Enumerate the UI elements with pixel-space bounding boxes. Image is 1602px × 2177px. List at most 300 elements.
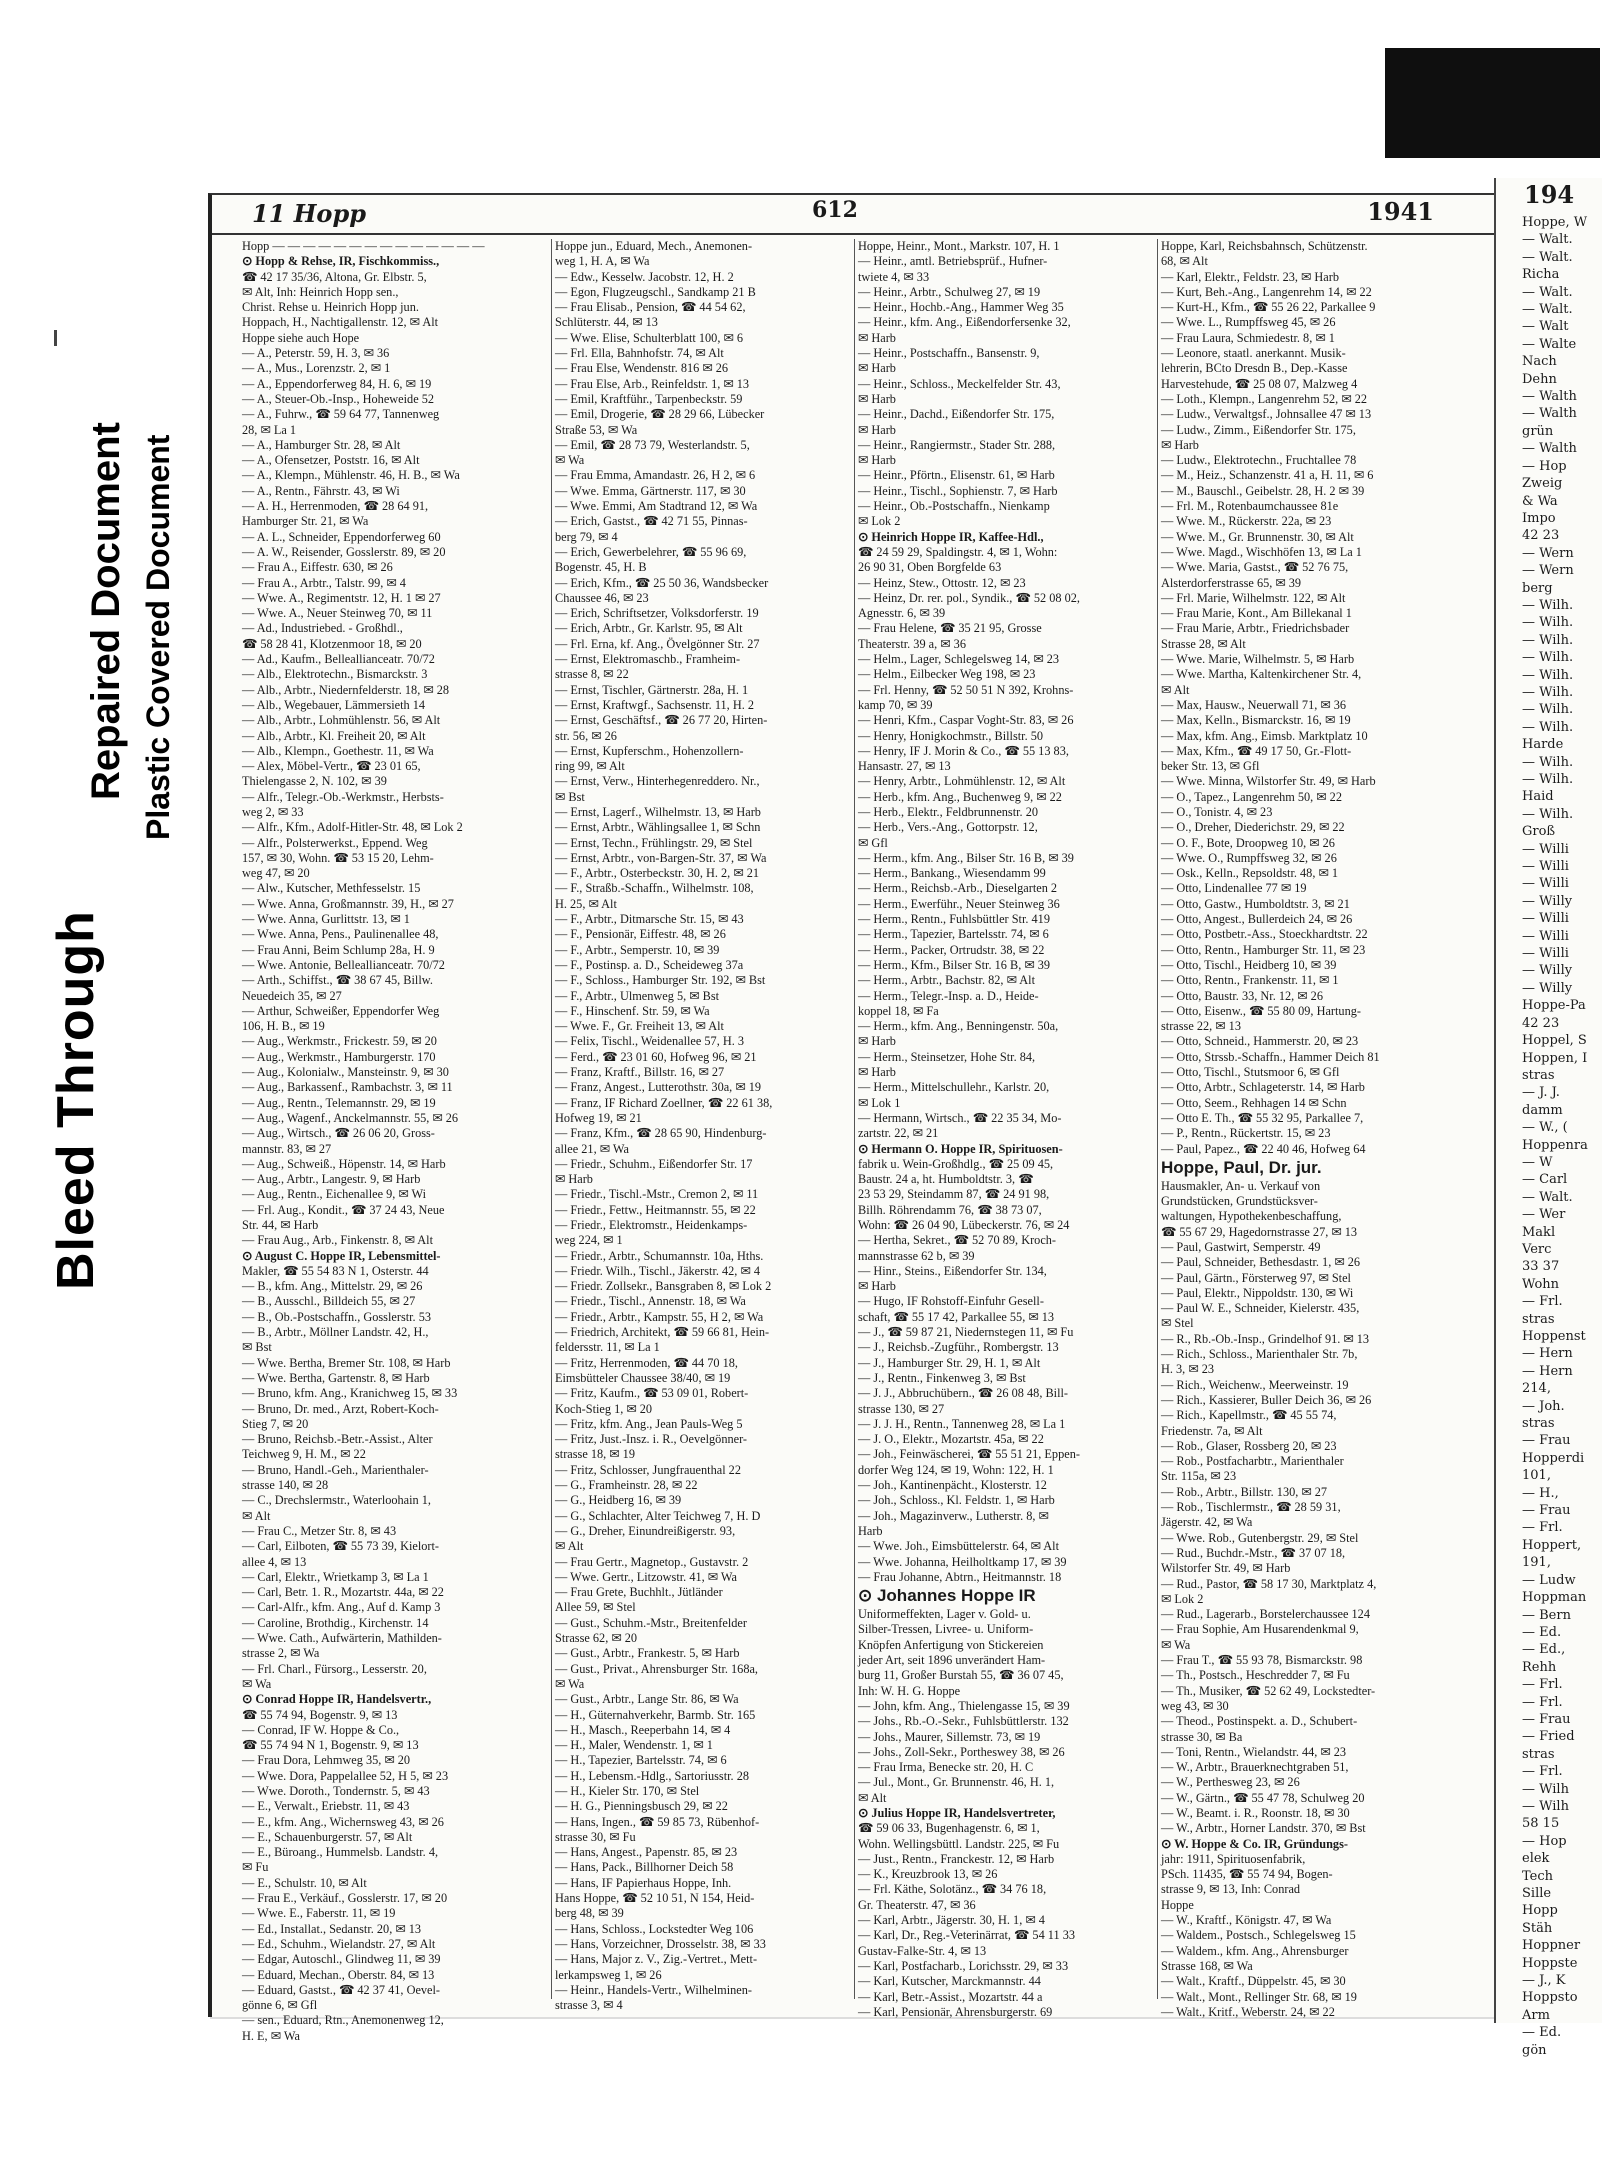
directory-entry-line: strasse 8, ✉ 22 <box>555 667 629 682</box>
directory-entry-line: Makler, ☎ 55 54 83 N 1, Osterstr. 44 <box>242 1263 429 1278</box>
adjacent-entry-line: gön <box>1522 2042 1547 2058</box>
adjacent-entry-line: — Willi <box>1522 911 1569 927</box>
directory-entry-line: Hansastr. 27, ✉ 13 <box>858 759 951 774</box>
directory-entry-line: — Frau A., Eiffestr. 630, ✉ 26 <box>242 560 393 575</box>
directory-entry-line: — Ernst, Arbtr., von-Bargen-Str. 37, ✉ Wa <box>555 850 767 865</box>
directory-entry-line: — Wwe. Cath., Aufwärterin, Mathilden- <box>242 1631 442 1646</box>
directory-entry-line: — Edw., Kesselw. Jacobstr. 12, H. 2 <box>555 269 734 284</box>
adjacent-entry-line: Groß <box>1522 824 1556 840</box>
adjacent-entry-line: Hoppste <box>1522 1955 1578 1971</box>
directory-entry-line: — W., Gärtn., ☎ 55 47 78, Schulweg 20 <box>1161 1790 1365 1805</box>
directory-entry-line: Thielengasse 2, N. 102, ✉ 39 <box>242 774 387 789</box>
directory-entry-line: strasse 140, ✉ 28 <box>242 1478 329 1493</box>
directory-entry-line: strasse 18, ✉ 19 <box>555 1447 635 1462</box>
directory-entry-line: 106, H. B., ✉ 19 <box>242 1019 325 1034</box>
directory-entry-line: — J. O., Elektr., Mozartstr. 45a, ✉ 22 <box>858 1432 1044 1447</box>
directory-entry-line: ✉ Harb <box>858 453 896 468</box>
directory-entry-line: Neuedeich 35, ✉ 27 <box>242 988 342 1003</box>
directory-entry-line: — O. F., Bote, Droopweg 10, ✉ 26 <box>1161 835 1335 850</box>
directory-entry-line: — Helm., Eilbecker Weg 198, ✉ 23 <box>858 667 1036 682</box>
directory-entry-line: — Karl, Dr., Reg.-Veterinärrat, ☎ 54 11 33 <box>858 1928 1076 1943</box>
directory-entry-line: Hoppe siehe auch Hope <box>242 330 360 345</box>
directory-entry-line: strasse 30, ✉ Ba <box>1161 1729 1243 1744</box>
directory-entry-line: — Otto, Postbetr.-Ass., Stoeckhardtstr. 22 <box>1161 927 1368 942</box>
adjacent-entry-line: — Bern <box>1522 1607 1571 1623</box>
directory-entry-line: Agnesstr. 6, ✉ 39 <box>858 606 946 621</box>
adjacent-entry-line: Hoppenra <box>1522 1137 1588 1153</box>
margin-tick-mark <box>54 330 57 346</box>
directory-entry-line: — A., Peterstr. 59, H. 3, ✉ 36 <box>242 346 390 361</box>
directory-entry-line: — Heinr., Pförtn., Elisenstr. 61, ✉ Harb <box>858 468 1055 483</box>
directory-entry-line: — W., Beamt. i. R., Roonstr. 18, ✉ 30 <box>1161 1805 1350 1820</box>
directory-entry-line: — Paul, Schneider, Bethesdastr. 1, ✉ 26 <box>1161 1255 1361 1270</box>
directory-entry-line: — Carl, Eilboten, ☎ 55 73 39, Kielort- <box>242 1539 440 1554</box>
directory-entry-line: — Otto, Gastw., Humboldtstr. 3, ✉ 21 <box>1161 896 1350 911</box>
directory-entry-line: Teichweg 9, H. M., ✉ 22 <box>242 1447 366 1462</box>
directory-entry-line: — Frau Gertr., Magnetop., Gustavstr. 2 <box>555 1554 749 1569</box>
adjacent-entry-line: Hoppsto <box>1522 1990 1578 2006</box>
listing-column-1 <box>242 239 552 2043</box>
directory-entry-line: ☎ 42 17 35/36, Altona, Gr. Elbstr. 5, <box>242 269 427 284</box>
directory-entry-line: jahr: 1911, Spirituosenfabrik, <box>1161 1851 1306 1866</box>
directory-entry-line: — Frau Emma, Amandastr. 26, H 2, ✉ 6 <box>555 468 756 483</box>
directory-entry-line: ✉ Bst <box>555 789 585 804</box>
directory-entry-line: — Frau Johanne, Abtrn., Heitmannstr. 18 <box>858 1569 1062 1584</box>
directory-entry-line: — Johs., Maurer, Sillemstr. 73, ✉ 19 <box>858 1729 1041 1744</box>
directory-entry-line: — Gust., Arbtr., Frankestr. 5, ✉ Harb <box>555 1646 740 1661</box>
directory-entry-line: — Wwe. A., Regimentstr. 12, H. 1 ✉ 27 <box>242 590 441 605</box>
directory-entry-line: — Franz, IF Richard Zoellner, ☎ 22 61 38, <box>555 1095 773 1110</box>
directory-entry-line: — Aug., Arbtr., Langestr. 9, ✉ Harb <box>242 1172 421 1187</box>
adjacent-entry-line: — J. J. <box>1522 1085 1560 1101</box>
directory-entry-line: Eimsbütteler Chaussee 38/40, ✉ 19 <box>555 1370 731 1385</box>
directory-entry-line: — Wwe. Martha, Kaltenkirchener Str. 4, <box>1161 667 1362 682</box>
directory-entry-line: kamp 70, ✉ 39 <box>858 697 933 712</box>
adjacent-entry-line: — Hern <box>1522 1346 1573 1362</box>
directory-entry-line: — Hans, Pack., Billhorner Deich 58 <box>555 1860 734 1875</box>
directory-entry-line: Baustr. 24 a, ht. Humboldtstr. 3, ☎ <box>858 1172 1034 1187</box>
directory-entry-line: Wilstorfer Str. 49, ✉ Harb <box>1161 1561 1291 1576</box>
directory-entry-line: — Frau Dora, Lehmweg 35, ✉ 20 <box>242 1753 411 1768</box>
directory-entry-line: Wohn. Wellingsbüttl. Landstr. 225, ✉ Fu <box>858 1836 1060 1851</box>
directory-entry-line: — Bruno, Reichsb.-Betr.-Assist., Alter <box>242 1432 433 1447</box>
adjacent-entry-line: — Willi <box>1522 876 1569 892</box>
directory-entry-line: — Wwe. Johanna, Heilholtkamp 17, ✉ 39 <box>858 1554 1067 1569</box>
directory-entry-line: — Wwe. L., Rumpffsweg 45, ✉ 26 <box>1161 315 1336 330</box>
directory-entry-line: — O., Dreher, Diederichstr. 29, ✉ 22 <box>1161 820 1345 835</box>
directory-entry-line: gönne 6, ✉ Gfl <box>242 1998 318 2013</box>
directory-entry-line: — Walt., Kritf., Weberstr. 24, ✉ 22 <box>1161 2004 1335 2019</box>
directory-entry-line: — Alfr., Kfm., Adolf-Hitler-Str. 48, ✉ Lok 2 <box>242 820 463 835</box>
adjacent-page-lines <box>1522 214 1602 2059</box>
directory-entry-line: — Friedr., Schuhm., Eißendorfer Str. 17 <box>555 1156 753 1171</box>
directory-entry-line: — Wwe. M., Rückerstr. 22a, ✉ 23 <box>1161 514 1332 529</box>
directory-entry-line: — J., Reichsb.-Zugführ., Rombergstr. 13 <box>858 1340 1059 1355</box>
directory-entry-line: Stieg 7, ✉ 20 <box>242 1416 309 1431</box>
directory-entry-line: — Ferd., ☎ 23 01 60, Hofweg 96, ✉ 21 <box>555 1049 757 1064</box>
adjacent-entry-line: — Ed., <box>1522 1642 1566 1658</box>
directory-entry-line: — Walt., Kraftf., Düppelstr. 45, ✉ 30 <box>1161 1974 1346 1989</box>
adjacent-page-year: 194 <box>1524 180 1575 209</box>
directory-entry-line: — F., Pensionär, Eiffestr. 48, ✉ 26 <box>555 927 726 942</box>
directory-entry-line: — J., Hamburger Str. 29, H. 1, ✉ Alt <box>858 1355 1041 1370</box>
directory-entry-line: — Otto, Rentn., Hamburger Str. 11, ✉ 23 <box>1161 942 1366 957</box>
page-section-title: 11 Hopp <box>252 199 366 228</box>
directory-entry-line: — Aug., Wagenf., Anckelmannstr. 55, ✉ 26 <box>242 1110 459 1125</box>
directory-entry-line: — Waldem., kfm. Ang., Ahrensburger <box>1161 1943 1349 1958</box>
directory-entry-line: — Hans, Ingen., ☎ 59 85 73, Rübenhof- <box>555 1814 760 1829</box>
directory-entry-line: — Caroline, Brothdig., Kirchenstr. 14 <box>242 1615 429 1630</box>
directory-entry-line: — Aug., Rentn., Eichenallee 9, ✉ Wi <box>242 1187 427 1202</box>
adjacent-entry-line: & Wa <box>1522 493 1558 509</box>
directory-entry-line: — Frau Sophie, Am Husarendenkmal 9, <box>1161 1622 1359 1637</box>
directory-entry-line: — Loth., Klempn., Langenrehm 52, ✉ 22 <box>1161 391 1367 406</box>
adjacent-entry-line: — Fried <box>1522 1729 1575 1745</box>
directory-entry-line: ✉ Harb <box>858 1034 896 1049</box>
directory-entry-line: — Friedr., Arbtr., Kampstr. 55, H 2, ✉ Wa <box>555 1309 764 1324</box>
directory-entry-line: 68, ✉ Alt <box>1161 254 1208 269</box>
adjacent-entry-line: Hoppe, W <box>1522 215 1588 230</box>
directory-entry-line: Allee 59, ✉ Stel <box>555 1600 636 1615</box>
adjacent-entry-line: — Wilh. <box>1522 597 1574 613</box>
directory-entry-line: — G., Schlachter, Alter Teichweg 7, H. D <box>555 1508 761 1523</box>
directory-entry-line: — Wwe. Minna, Wilstorfer Str. 49, ✉ Harb <box>1161 774 1376 789</box>
adjacent-entry-line: — Walt. <box>1522 302 1573 318</box>
directory-entry-line: — Hans, Angest., Papenstr. 85, ✉ 23 <box>555 1845 738 1860</box>
directory-entry-line: — Frau Laura, Schmiedestr. 8, ✉ 1 <box>1161 330 1335 345</box>
bleed-through-label: Bleed Through <box>47 910 105 1290</box>
directory-entry-line: — Frau Else, Wendenstr. 816 ✉ 26 <box>555 361 729 376</box>
directory-entry-line: — Rich., Schloss., Marienthaler Str. 7b, <box>1161 1347 1358 1362</box>
directory-entry-line: — Aug., Schweiß., Höpenstr. 14, ✉ Harb <box>242 1156 446 1171</box>
directory-entry-line: — A., Hamburger Str. 28, ✉ Alt <box>242 437 401 452</box>
directory-entry-line: — Heinr., Arbtr., Schulweg 27, ✉ 19 <box>858 284 1041 299</box>
directory-entry-line: — Otto, Eisenw., ☎ 55 80 09, Hartung- <box>1161 1003 1361 1018</box>
directory-entry-line: Silber-Tressen, Livree- u. Uniform- <box>858 1622 1034 1637</box>
directory-entry-line: — A., Eppendorferweg 84, H. 6, ✉ 19 <box>242 376 432 391</box>
directory-entry-line: — J. J. H., Rentn., Tannenweg 28, ✉ La 1 <box>858 1416 1066 1431</box>
directory-entry-line: — H., Masch., Reeperbahn 14, ✉ 4 <box>555 1722 731 1737</box>
directory-entry-line: — H., Kieler Str. 170, ✉ Stel <box>555 1783 700 1798</box>
directory-entry-line: — Eduard, Gastst., ☎ 42 37 41, Oevel- <box>242 1982 441 1997</box>
adjacent-entry-line: stras <box>1522 1067 1555 1083</box>
directory-entry-line: Friedenstr. 7a, ✉ Alt <box>1161 1423 1263 1438</box>
adjacent-entry-line: Hopp <box>1522 1903 1558 1919</box>
adjacent-entry-line: — Walth <box>1522 406 1577 422</box>
directory-entry-line: 28, ✉ La 1 <box>242 422 297 437</box>
adjacent-entry-line: damm <box>1522 1102 1563 1118</box>
directory-entry-line: ☎ 24 59 29, Spaldingstr. 4, ✉ 1, Wohn: <box>858 544 1058 559</box>
adjacent-entry-line: — Frau <box>1522 1433 1571 1449</box>
directory-entry-line: — E., Schauenburgerstr. 57, ✉ Alt <box>242 1829 413 1844</box>
directory-entry-line: — Frau T., ☎ 55 93 78, Bismarckstr. 98 <box>1161 1653 1363 1668</box>
adjacent-entry-line: — Walt. <box>1522 232 1573 248</box>
directory-entry-line: ✉ Alt, Inh: Heinrich Hopp sen., <box>242 284 399 299</box>
adjacent-entry-line: — Willy <box>1522 893 1573 909</box>
directory-entry-line: burg 11, Großer Burstah 55, ☎ 36 07 45, <box>858 1668 1064 1683</box>
adjacent-entry-line: 42 23 <box>1522 1015 1560 1031</box>
directory-entry-line: ✉ Harb <box>858 361 896 376</box>
directory-entry-line: — Ad., Industriebed. - Großhdl., <box>242 621 403 636</box>
directory-entry-line: ✉ Gfl <box>858 835 888 850</box>
adjacent-entry-line: Richa <box>1522 267 1560 283</box>
directory-entry-line: — F., Schloss., Hamburger Str. 192, ✉ Bst <box>555 973 766 988</box>
directory-entry-line: — Hans, Schloss., Lockstedter Weg 106 <box>555 1921 754 1936</box>
directory-entry-line: allee 21, ✉ Wa <box>555 1141 629 1156</box>
directory-entry-line: — Ad., Kaufm., Belleallianceatr. 70/72 <box>242 652 435 667</box>
adjacent-entry-line: — Ludw <box>1522 1572 1576 1588</box>
adjacent-entry-line: Wohn <box>1522 1276 1560 1292</box>
directory-entry-line: — Otto, Strssb.-Schaffn., Hammer Deich 81 <box>1161 1049 1380 1064</box>
directory-entry-line: — Rud., Pastor, ☎ 58 17 30, Marktplatz 4, <box>1161 1576 1377 1591</box>
directory-entry-line: ✉ Wa <box>242 1676 272 1691</box>
directory-entry-line: — Ernst, Lagerf., Wilhelmstr. 13, ✉ Harb <box>555 804 761 819</box>
adjacent-entry-line: — Wer <box>1522 1207 1566 1223</box>
directory-entry-line: — Carl-Alfr., kfm. Ang., Auf d. Kamp 3 <box>242 1600 441 1615</box>
directory-entry-line: — John, kfm. Ang., Thielengasse 15, ✉ 39 <box>858 1698 1070 1713</box>
adjacent-entry-line: 42 23 <box>1522 528 1560 544</box>
directory-entry-line: — Waldem., Postsch., Schlegelsweg 15 <box>1161 1928 1356 1943</box>
directory-entry-line: — B., Ausschl., Billdeich 55, ✉ 27 <box>242 1294 416 1309</box>
directory-entry-line: — Ed., Schuhm., Wielandstr. 27, ✉ Alt <box>242 1936 436 1951</box>
directory-entry-line: — Heinr., Dachd., Eißendorfer Str. 175, <box>858 407 1055 422</box>
directory-entry-line: — Herb., kfm. Ang., Buchenweg 9, ✉ 22 <box>858 789 1062 804</box>
adjacent-entry-line: Hoppner <box>1522 1938 1581 1954</box>
directory-entry-line: — Otto, Angest., Bullerdeich 24, ✉ 26 <box>1161 912 1353 927</box>
directory-entry-line: — Henry, Honigkochmstr., Billstr. 50 <box>858 728 1044 743</box>
directory-entry-line: — Otto, Arbtr., Schlageterstr. 14, ✉ Harb <box>1161 1080 1365 1095</box>
adjacent-entry-line: 214, <box>1522 1381 1551 1397</box>
directory-entry-line: weg 1, H. A, ✉ Wa <box>555 254 650 269</box>
adjacent-entry-line: — Wilh. <box>1522 719 1574 735</box>
directory-entry-line: — Conrad, IF W. Hoppe & Co., <box>242 1722 400 1737</box>
adjacent-entry-line: Nach <box>1522 354 1557 370</box>
directory-entry-line: — Max, kfm. Ang., Eimsb. Marktplatz 10 <box>1161 728 1368 743</box>
adjacent-entry-line: Hoppman <box>1522 1590 1587 1606</box>
adjacent-entry-line: — Walth <box>1522 441 1577 457</box>
directory-entry-line: ✉ Alt <box>1161 682 1190 697</box>
adjacent-entry-line: — Willi <box>1522 841 1569 857</box>
directory-entry-line: — Wwe. Gertr., Litzowstr. 41, ✉ Wa <box>555 1569 738 1584</box>
directory-entry-line: — Ernst, Kupferschm., Hohenzollern- <box>555 743 744 758</box>
adjacent-entry-line: 58 15 <box>1522 1816 1560 1832</box>
adjacent-entry-line: Zweig <box>1522 476 1563 492</box>
directory-entry-line: — Rich., Kassierer, Buller Deich 36, ✉ 26 <box>1161 1392 1372 1407</box>
directory-entry-line: — Joh., Kantinenpächt., Klosterstr. 12 <box>858 1478 1047 1493</box>
directory-entry-line: — Hans, Major z. V., Zig.-Vertret., Mett- <box>555 1952 758 1967</box>
directory-entry-line: — Henry, IF J. Morin & Co., ☎ 55 13 83, <box>858 743 1069 758</box>
directory-entry-line: — Hertha, Sekret., ☎ 52 70 89, Kroch- <box>858 1233 1057 1248</box>
directory-entry-line: — Alb., Elektrotechn., Bismarckstr. 3 <box>242 667 428 682</box>
adjacent-entry-line: — J., K <box>1522 1973 1566 1989</box>
directory-entry-line: — B., kfm. Ang., Mittelstr. 29, ✉ 26 <box>242 1279 423 1294</box>
directory-entry-line: ✉ Stel <box>1161 1316 1194 1331</box>
directory-entry-line: — Wwe. Anna, Gurlittstr. 13, ✉ 1 <box>242 912 410 927</box>
directory-entry-line: — Karl, Kutscher, Marckmannstr. 44 <box>858 1974 1041 1989</box>
adjacent-entry-line: Stäh <box>1522 1920 1553 1936</box>
directory-entry-line: — Joh., Feinwäscherei, ☎ 55 51 21, Eppen- <box>858 1447 1080 1462</box>
directory-entry-line: — Ernst, Verw., Hinterhegenreddero. Nr., <box>555 774 760 789</box>
directory-entry-line: — Aug., Werkmstr., Frickestr. 59, ✉ 20 <box>242 1034 437 1049</box>
directory-entry-line: — Otto E. Th., ☎ 55 32 95, Parkallee 7, <box>1161 1110 1364 1125</box>
directory-entry-line: ✉ Alt <box>555 1539 584 1554</box>
directory-entry-line: — E., kfm. Ang., Wichernsweg 43, ✉ 26 <box>242 1814 444 1829</box>
directory-entry-line: — Herm., Telegr.-Insp. a. D., Heide- <box>858 988 1039 1003</box>
directory-entry-line: — Gust., Arbtr., Lange Str. 86, ✉ Wa <box>555 1692 739 1707</box>
directory-entry-line: ✉ Wa <box>555 453 585 468</box>
directory-entry-line: — Hugo, IF Rohstoff-Einfuhr Gesell- <box>858 1294 1044 1309</box>
directory-entry-line: — A., Mus., Lorenzstr. 2, ✉ 1 <box>242 361 391 376</box>
directory-entry-line: — F., Straßb.-Schaffn., Wilhelmstr. 108, <box>555 881 754 896</box>
directory-entry-line: — Otto, Schneid., Hammerstr. 20, ✉ 23 <box>1161 1034 1359 1049</box>
adjacent-entry-line: — Willi <box>1522 859 1569 875</box>
directory-entry-line: ☎ 55 74 94, Bogenstr. 9, ✉ 13 <box>242 1707 398 1722</box>
adjacent-entry-line: — Frl. <box>1522 1520 1563 1536</box>
directory-entry-line: Wohn: ☎ 26 04 90, Lübeckerstr. 76, ✉ 24 <box>858 1218 1070 1232</box>
directory-entry-line: ☎ 55 74 94 N 1, Bogenstr. 9, ✉ 13 <box>242 1738 419 1753</box>
directory-entry-line: H. 3, ✉ 23 <box>1161 1362 1215 1377</box>
directory-entry-line: — A. L., Schneider, Eppendorferweg 60 <box>242 529 441 544</box>
directory-entry-line: ✉ Harb <box>858 391 896 406</box>
directory-entry-line: — Fritz, Just.-Insz. i. R., Oevelgönner- <box>555 1432 748 1447</box>
adjacent-entry-line: 191, <box>1522 1555 1551 1571</box>
directory-entry-line: H. 25, ✉ Alt <box>555 896 617 911</box>
directory-entry-line: ☎ 55 67 29, Hagedornstrasse 27, ✉ 13 <box>1161 1224 1358 1239</box>
adjacent-entry-line: Hoppenst <box>1522 1329 1586 1344</box>
directory-entry-line: — Friedr. Wilh., Tischl., Jäkerstr. 42, ✉ 4 <box>555 1263 760 1278</box>
directory-entry-line: — Heinr., Rangiermstr., Stader Str. 288, <box>858 437 1056 452</box>
adjacent-entry-line: — Wilh. <box>1522 650 1574 666</box>
directory-entry-line: strasse 9, ✉ 13, Inh: Conrad <box>1161 1882 1301 1897</box>
directory-entry-line: — Frau Marie, Kont., Am Billekanal 1 <box>1161 606 1352 621</box>
directory-entry-line: — Aug., Barkassenf., Rambachstr. 3, ✉ 11 <box>242 1080 453 1095</box>
adjacent-entry-line: — Willy <box>1522 980 1573 996</box>
directory-entry-line: — Wwe. Magd., Wischhöfen 13, ✉ La 1 <box>1161 544 1362 559</box>
adjacent-entry-line: — Frau <box>1522 1711 1571 1727</box>
directory-entry-line: — Theod., Postinspekt. a. D., Schubert- <box>1161 1714 1358 1729</box>
directory-entry-line: — Max, Hausw., Neuerwall 71, ✉ 36 <box>1161 697 1347 712</box>
directory-entry-line: — Kurt-H., Kfm., ☎ 55 26 22, Parkallee 9 <box>1161 300 1376 315</box>
directory-entry-line: Straße 53, ✉ Wa <box>555 422 638 437</box>
directory-entry-line: berg 48, ✉ 39 <box>555 1906 624 1921</box>
directory-entry-line: — Wwe. Anna, Großmannstr. 39, H., ✉ 27 <box>242 896 454 911</box>
directory-entry-line: — Heinr., Postschaffn., Bansenstr. 9, <box>858 346 1040 361</box>
directory-entry-line: — Hermann, Wirtsch., ☎ 22 35 34, Mo- <box>858 1110 1062 1125</box>
directory-entry-line: — Frau Irma, Benecke str. 20, H. C <box>858 1760 1034 1775</box>
directory-entry-line: berg 79, ✉ 4 <box>555 529 618 544</box>
directory-entry-line: — Wwe. Emmi, Am Stadtrand 12, ✉ Wa <box>555 499 758 514</box>
directory-entry-line: — R., Rb.-Ob.-Insp., Grindelhof 91. ✉ 13 <box>1161 1331 1370 1346</box>
directory-entry-line: — Wwe. Dora, Pappelallee 52, H 5, ✉ 23 <box>242 1768 449 1783</box>
directory-entry-line: ⊙ Conrad Hoppe IR, Handelsvertr., <box>242 1692 432 1707</box>
directory-entry-line: — Just., Rentn., Franckestr. 12, ✉ Harb <box>858 1851 1055 1866</box>
adjacent-entry-line: — H., <box>1522 1485 1559 1501</box>
directory-entry-line: jeder Art, seit 1896 unverändert Ham- <box>858 1653 1046 1668</box>
adjacent-entry-line: — Walt <box>1522 319 1569 335</box>
directory-entry-line: — sen., Eduard, Rtn., Anemonenweg 12, <box>242 2013 444 2028</box>
directory-entry-line: allee 4, ✉ 13 <box>242 1554 307 1569</box>
directory-entry-line: 23 53 29, Steindamm 87, ☎ 24 91 98, <box>858 1187 1050 1202</box>
directory-entry-line: — Wwe. E., Faberstr. 11, ✉ 19 <box>242 1906 396 1921</box>
directory-entry-line: — Herb., Vers.-Ang., Gottorpstr. 12, <box>858 820 1038 835</box>
directory-entry-line: — Heinz, Stew., Ottostr. 12, ✉ 23 <box>858 575 1026 590</box>
adjacent-entry-line: — Frl. <box>1522 1677 1563 1693</box>
directory-entry-line: Christ. Rehse u. Heinrich Hopp jun. <box>242 300 419 315</box>
directory-entry-line: — Egon, Flugzeugschl., Sandkamp 21 B <box>555 284 756 299</box>
directory-entry-line: — Paul, Elektr., Nippoldstr. 130, ✉ Wi <box>1161 1285 1354 1300</box>
page-header <box>212 195 1494 235</box>
directory-entry-line: — Frau Elisab., Pension, ☎ 44 54 62, <box>555 300 746 315</box>
directory-entry-line: — Frl. Erna, kf. Ang., Övelgönner Str. 27 <box>555 636 760 651</box>
directory-entry-line: — Otto, Baustr. 33, Nr. 12, ✉ 26 <box>1161 988 1323 1003</box>
directory-entry-line: — Frau C., Metzer Str. 8, ✉ 43 <box>242 1523 397 1538</box>
directory-entry-line: — G., Framheinstr. 28, ✉ 22 <box>555 1478 698 1493</box>
directory-entry-line: Hoppe <box>1161 1897 1194 1912</box>
directory-entry-line: — Wwe. Maria, Gastst., ☎ 52 76 75, <box>1161 560 1349 575</box>
directory-entry-line: — Heinr., amtl. Betriebsprüf., Hufner- <box>858 254 1048 269</box>
directory-entry-line: — F., Arbtr., Ditmarsche Str. 15, ✉ 43 <box>555 912 744 927</box>
directory-entry-line: Strasse 62, ✉ 20 <box>555 1631 638 1646</box>
directory-entry-line: — Rob., Glaser, Rossberg 20, ✉ 23 <box>1161 1438 1337 1453</box>
directory-entry-line: — O., Tapez., Langenrehm 50, ✉ 22 <box>1161 789 1342 804</box>
directory-entry-line: ☎ 58 28 41, Klotzenmoor 18, ✉ 20 <box>242 636 422 651</box>
directory-entry-line: — Otto, Lindenallee 77 ✉ 19 <box>1161 881 1307 896</box>
directory-entry-line: — Wwe. M., Gr. Brunnenstr. 30, ✉ Alt <box>1161 529 1354 544</box>
adjacent-entry-line: berg <box>1522 580 1553 596</box>
adjacent-entry-line: Impo <box>1522 510 1556 526</box>
directory-entry-line: — Rud., Lagerarb., Borstelerchaussee 124 <box>1161 1607 1370 1622</box>
listing-column-4 <box>1161 239 1482 2019</box>
directory-entry-line: koppel 18, ✉ Fa <box>858 1003 939 1018</box>
adjacent-entry-line: — Wilh. <box>1522 667 1574 683</box>
directory-entry-line: — Leonore, staatl. anerkannt. Musik- <box>1161 346 1346 361</box>
directory-entry-line: — Rich., Weichenw., Meerweinstr. 19 <box>1161 1377 1349 1392</box>
directory-entry-line: ✉ Wa <box>1161 1637 1191 1652</box>
directory-entry-line: Gustav-Falke-Str. 4, ✉ 13 <box>858 1943 987 1958</box>
directory-entry-line: — Alex, Möbel-Vertr., ☎ 23 01 65, <box>242 759 421 774</box>
directory-entry-line: H. E, ✉ Wa <box>242 2028 300 2043</box>
directory-entry-line: Gr. Theaterstr. 47, ✉ 36 <box>858 1897 976 1912</box>
adjacent-entry-line: Harde <box>1522 737 1564 753</box>
directory-entry-line: — Paul, Gastwirt, Semperstr. 49 <box>1161 1240 1321 1254</box>
directory-entry-line: — Frau E., Verkäuf., Gosslerstr. 17, ✉ 20 <box>242 1891 448 1906</box>
directory-entry-line: — Paul W. E., Schneider, Kielerstr. 435, <box>1161 1301 1360 1316</box>
adjacent-entry-line: — Walt. <box>1522 1189 1573 1205</box>
directory-entry-line: — Arth., Schiffst., ☎ 38 67 45, Billw. <box>242 973 433 988</box>
directory-entry-line: lehrerin, BCto Dresdn B., Dep.-Kasse <box>1161 361 1348 376</box>
adjacent-entry-line: — Walt. <box>1522 249 1573 265</box>
directory-entry-line: — Friedr., Arbtr., Schumannstr. 10a, Hths. <box>555 1248 764 1263</box>
directory-entry-line: — C., Drechslermstr., Waterloohain 1, <box>242 1493 432 1508</box>
adjacent-entry-line: Dehn <box>1522 371 1557 387</box>
adjacent-entry-line: — Wilh <box>1522 1781 1569 1797</box>
directory-entry-line: — Hans, IF Papierhaus Hoppe, Inh. <box>555 1875 732 1890</box>
adjacent-page-edge <box>1494 178 1602 2058</box>
directory-entry-line: — Wwe. Elise, Schulterblatt 100, ✉ 6 <box>555 330 744 345</box>
directory-entry-line: — Alw., Kutscher, Methfesselstr. 15 <box>242 881 421 896</box>
directory-entry-line: Hamburger Str. 21, ✉ Wa <box>242 514 369 529</box>
adjacent-entry-line: Hoppert, <box>1522 1537 1582 1553</box>
directory-entry-line: — J., ☎ 59 87 21, Niedernstegen 11, ✉ Fu <box>858 1325 1074 1340</box>
directory-entry-line: — Franz, Kfm., ☎ 28 65 90, Hindenburg- <box>555 1126 767 1141</box>
directory-entry-line: — Herm., kfm. Ang., Bilser Str. 16 B, ✉ 39 <box>858 850 1074 865</box>
directory-entry-line: — Gust., Privat., Ahrensburger Str. 168a, <box>555 1661 759 1676</box>
directory-entry-line: — K., Kreuzbrook 13, ✉ 26 <box>858 1867 998 1882</box>
directory-entry-line: — Max, Kelln., Bismarckstr. 16, ✉ 19 <box>1161 713 1351 728</box>
directory-entry-line: — Frl. Käthe, Solotänz., ☎ 34 76 18, <box>858 1882 1047 1897</box>
adjacent-entry-line: — Ed. <box>1522 2025 1562 2041</box>
directory-entry-line: — Bruno, Dr. med., Arzt, Robert-Koch- <box>242 1401 439 1416</box>
